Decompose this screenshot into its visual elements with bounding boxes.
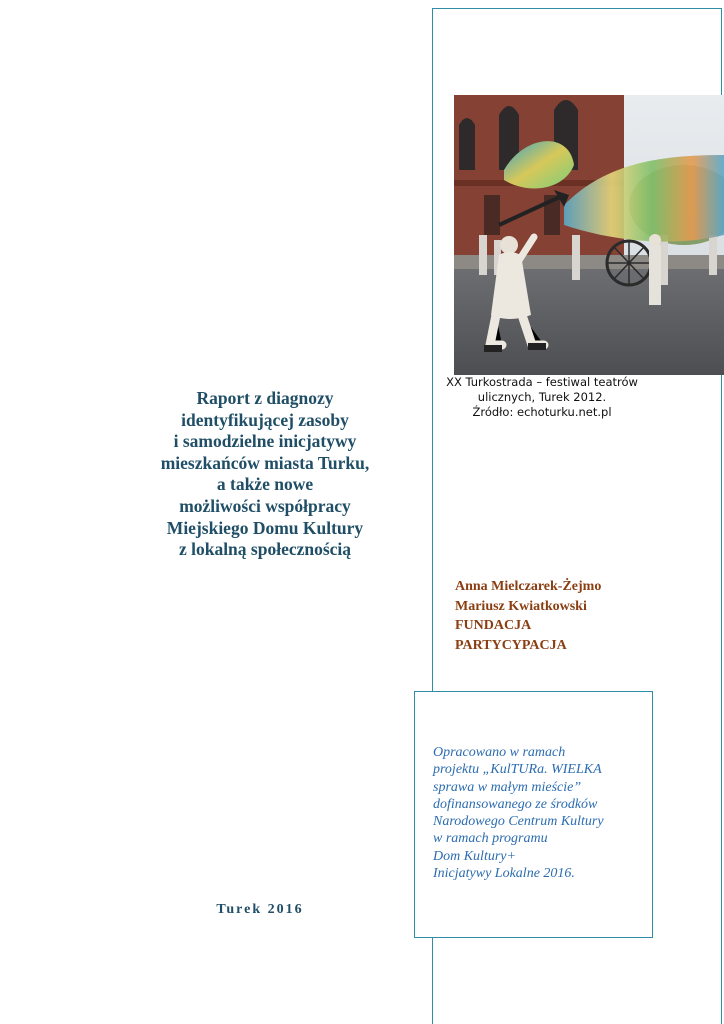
title-line: Miejskiego Domu Kultury bbox=[166, 517, 364, 538]
report-title bbox=[112, 388, 418, 561]
organization-name: FUNDACJA bbox=[455, 618, 532, 633]
info-line: Opracowano w ramach bbox=[433, 745, 566, 760]
title-line: Raport z diagnozy bbox=[196, 388, 334, 408]
info-line: dofinansowanego ze środków bbox=[433, 796, 598, 812]
funding-info-box bbox=[414, 691, 653, 938]
photo-caption bbox=[436, 375, 648, 420]
author-name: Anna Mielczarek-Żejmo bbox=[455, 579, 602, 594]
info-line: Inicjatywy Lokalne 2016. bbox=[433, 866, 575, 882]
funding-info-text bbox=[433, 744, 604, 882]
place-and-year: Turek 2016 bbox=[216, 902, 304, 917]
author-name: Mariusz Kwiatkowski bbox=[455, 598, 587, 614]
organization-name: PARTYCYPACJA bbox=[455, 637, 567, 653]
info-line: Dom Kultury+ bbox=[433, 848, 516, 864]
authors-block bbox=[455, 577, 601, 655]
photo-illustration bbox=[454, 95, 724, 375]
title-line: mieszkańców miasta Turku, bbox=[160, 452, 370, 473]
title-line: a także nowe bbox=[216, 474, 314, 495]
caption-line: ulicznych, Turek 2012. bbox=[477, 390, 607, 404]
info-line: Narodowego Centrum Kultury bbox=[433, 814, 604, 830]
street-festival-photo bbox=[454, 95, 724, 375]
caption-line: XX Turkostrada – festiwal teatrów bbox=[446, 375, 638, 389]
info-line: w ramach programu bbox=[433, 831, 548, 847]
title-line: identyfikującej zasoby bbox=[181, 409, 349, 430]
title-line: z lokalną społecznością bbox=[178, 539, 352, 560]
info-line: projektu „KulTURa. WIELKA bbox=[433, 762, 602, 778]
caption-source: Źródło: echoturku.net.pl bbox=[472, 405, 612, 419]
info-line: sprawa w małym mieście” bbox=[433, 779, 582, 795]
title-line: możliwości współpracy bbox=[179, 495, 351, 516]
title-line: i samodzielne inicjatywy bbox=[173, 431, 357, 452]
